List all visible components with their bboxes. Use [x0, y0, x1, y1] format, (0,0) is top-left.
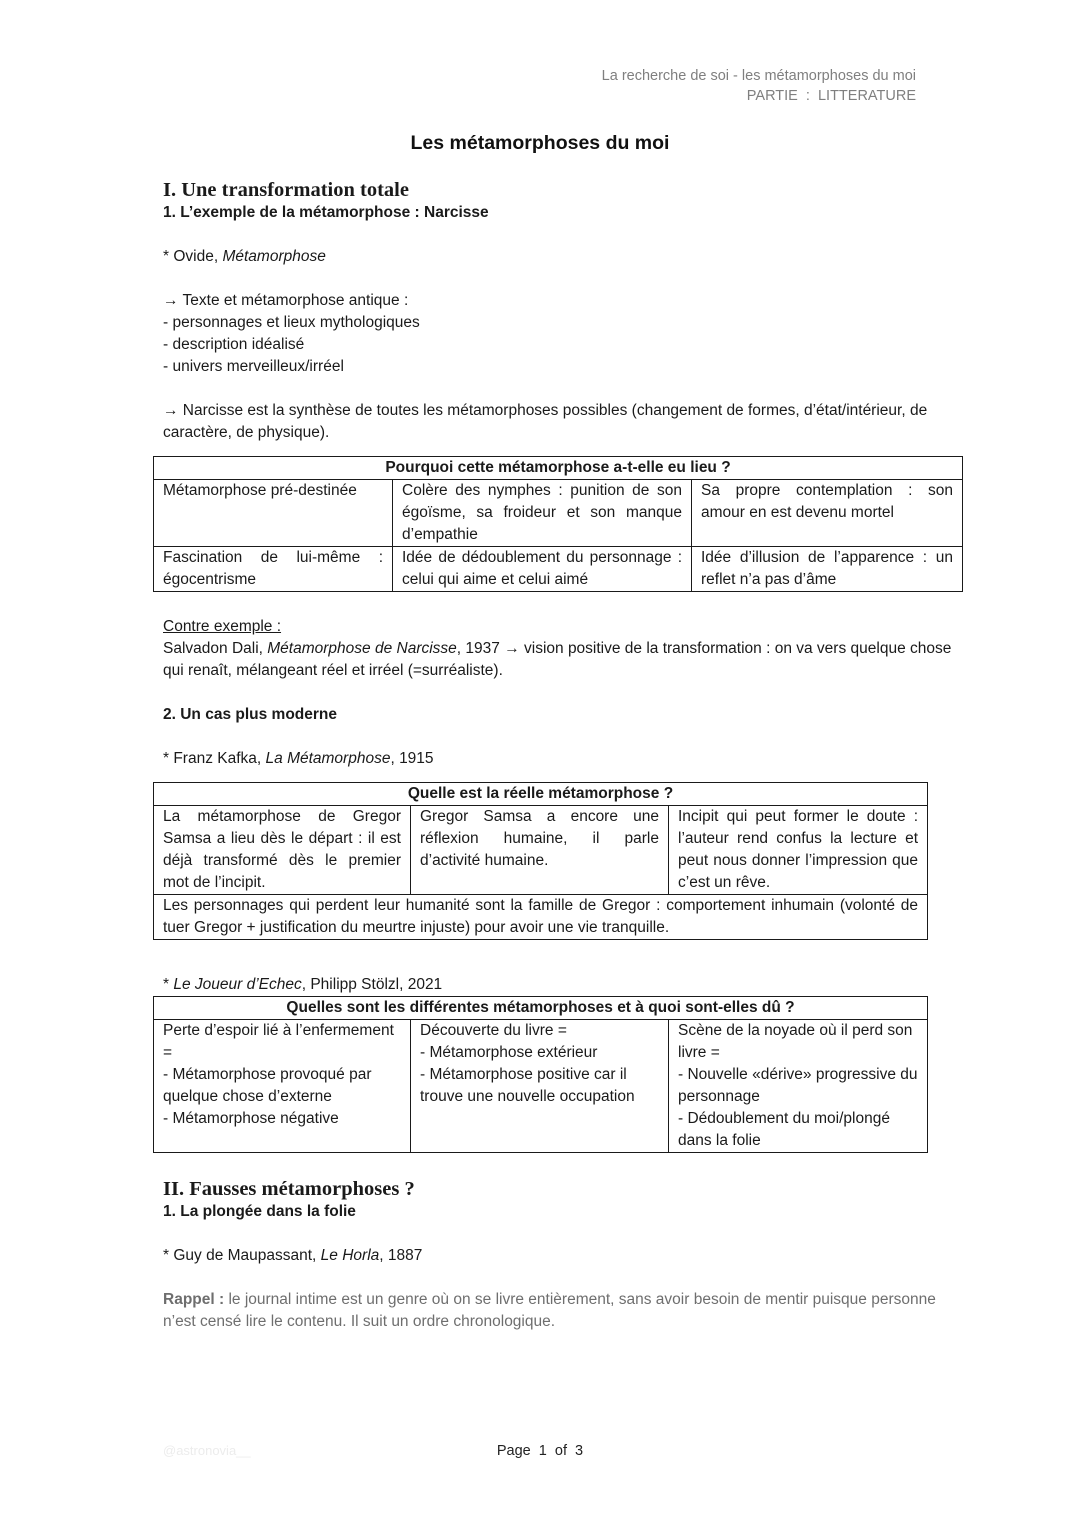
reference-ovide: * Ovide, Métamorphose — [163, 248, 326, 265]
table-cell: Sa propre contemplation : son amour en est devenu mortel — [692, 480, 963, 547]
bullet-item: - description idéalisé — [163, 336, 305, 353]
reference-maupassant: * Guy de Maupassant, Le Horla, 1887 — [163, 1247, 423, 1264]
document-body — [163, 178, 963, 1333]
table-cell: Métamorphose pré-destinée — [154, 480, 393, 547]
document-title: Les métamorphoses du moi — [410, 132, 670, 154]
reference-joueur-echec: * Le Joueur d’Echec, Philipp Stölzl, 2021 — [163, 976, 443, 993]
watermark-text: @astronovia__ — [163, 1443, 251, 1458]
kafka-table — [153, 782, 928, 940]
intro-line: → Texte et métamorphose antique : — [163, 292, 409, 309]
counter-example-label: Contre exemple : — [163, 618, 282, 635]
section-heading-1: I. Une transformation totale — [163, 179, 409, 201]
reference-kafka: * Franz Kafka, La Métamorphose, 1915 — [163, 750, 434, 767]
table-cell: Gregor Samsa a encore une réflexion humaine, il parle d’activité humaine. — [411, 806, 669, 895]
narcisse-table — [153, 456, 963, 592]
table-cell: Perte d’espoir lié à l’enfermement = - Métamorphose provoqué par quelque chose d’externe - Métamorphose négative — [154, 1020, 411, 1153]
header-course: La recherche de soi - les métamorphoses du moi — [601, 68, 916, 84]
subsection-heading-1-1: 1. L’exemple de la métamorphose : Narcisse — [163, 204, 489, 221]
table-header: Quelles sont les différentes métamorphoses et à quoi sont-elles dû ? — [154, 997, 928, 1020]
subsection-heading-2-1: 1. La plongée dans la folie — [163, 1203, 356, 1220]
table-row — [154, 806, 928, 895]
rappel-paragraph: Rappel : le journal intime est un genre où on se livre entièrement, sans avoir besoin de mentir puisque personne n’est censé lire le contenu. Il suit un ordre chronologique. — [163, 1291, 936, 1330]
table-header: Pourquoi cette métamorphose a-t-elle eu lieu ? — [154, 457, 963, 480]
table-cell: Idée d’illusion de l’apparence : un reflet n’a pas d’âme — [692, 547, 963, 592]
joueur-echec-table — [153, 996, 928, 1153]
table-cell: Incipit qui peut former le doute : l’auteur rend confus la lecture et peut nous donner l’impression que c’est un rêve. — [669, 806, 928, 895]
table-cell: Fascination de lui-même : égocentrisme — [154, 547, 393, 592]
table-footer-cell: Les personnages qui perdent leur humanité sont la famille de Gregor : comportement inhumain (volonté de tuer Gregor + justification du meurtre injuste) pour avoir une vie tranquille. — [154, 895, 928, 940]
synthesis-paragraph: → Narcisse est la synthèse de toutes les métamorphoses possibles (changement de formes, d’état/intérieur, de caractère, de physique). — [163, 402, 928, 441]
table-row — [154, 547, 963, 592]
subsection-heading-1-2: 2. Un cas plus moderne — [163, 706, 337, 723]
page-number: Page 1 of 3 — [496, 1443, 584, 1459]
page-header — [602, 66, 916, 106]
table-cell: Scène de la noyade où il perd son livre = - Nouvelle «dérive» progressive du personnage - Dédoublement du moi/plongé dans la folie — [669, 1020, 928, 1153]
table-cell: Idée de dédoublement du personnage : celui qui aime et celui aimé — [393, 547, 692, 592]
table-cell: La métamorphose de Gregor Samsa a lieu dès le départ : il est déjà transformé dès le premier mot de l’incipit. — [154, 806, 411, 895]
header-part: PARTIE : LITTERATURE — [746, 88, 916, 104]
bullet-item: - univers merveilleux/irréel — [163, 358, 344, 375]
table-cell: Colère des nymphes : punition de son égoïsme, sa froideur et son manque d’empathie — [393, 480, 692, 547]
table-row — [154, 480, 963, 547]
section-heading-2: II. Fausses métamorphoses ? — [163, 1178, 415, 1200]
bullet-item: - personnages et lieux mythologiques — [163, 314, 420, 331]
table-cell: Découverte du livre = - Métamorphose extérieur - Métamorphose positive car il trouve une nouvelle occupation — [411, 1020, 669, 1153]
counter-example-text: Salvadon Dali, Métamorphose de Narcisse, 1937 → vision positive de la transformation : on va vers quelque chose qui renaît, mélangeant réel et irréel (=surréaliste). — [163, 640, 952, 679]
table-header: Quelle est la réelle métamorphose ? — [154, 783, 928, 806]
table-row — [154, 1020, 928, 1153]
